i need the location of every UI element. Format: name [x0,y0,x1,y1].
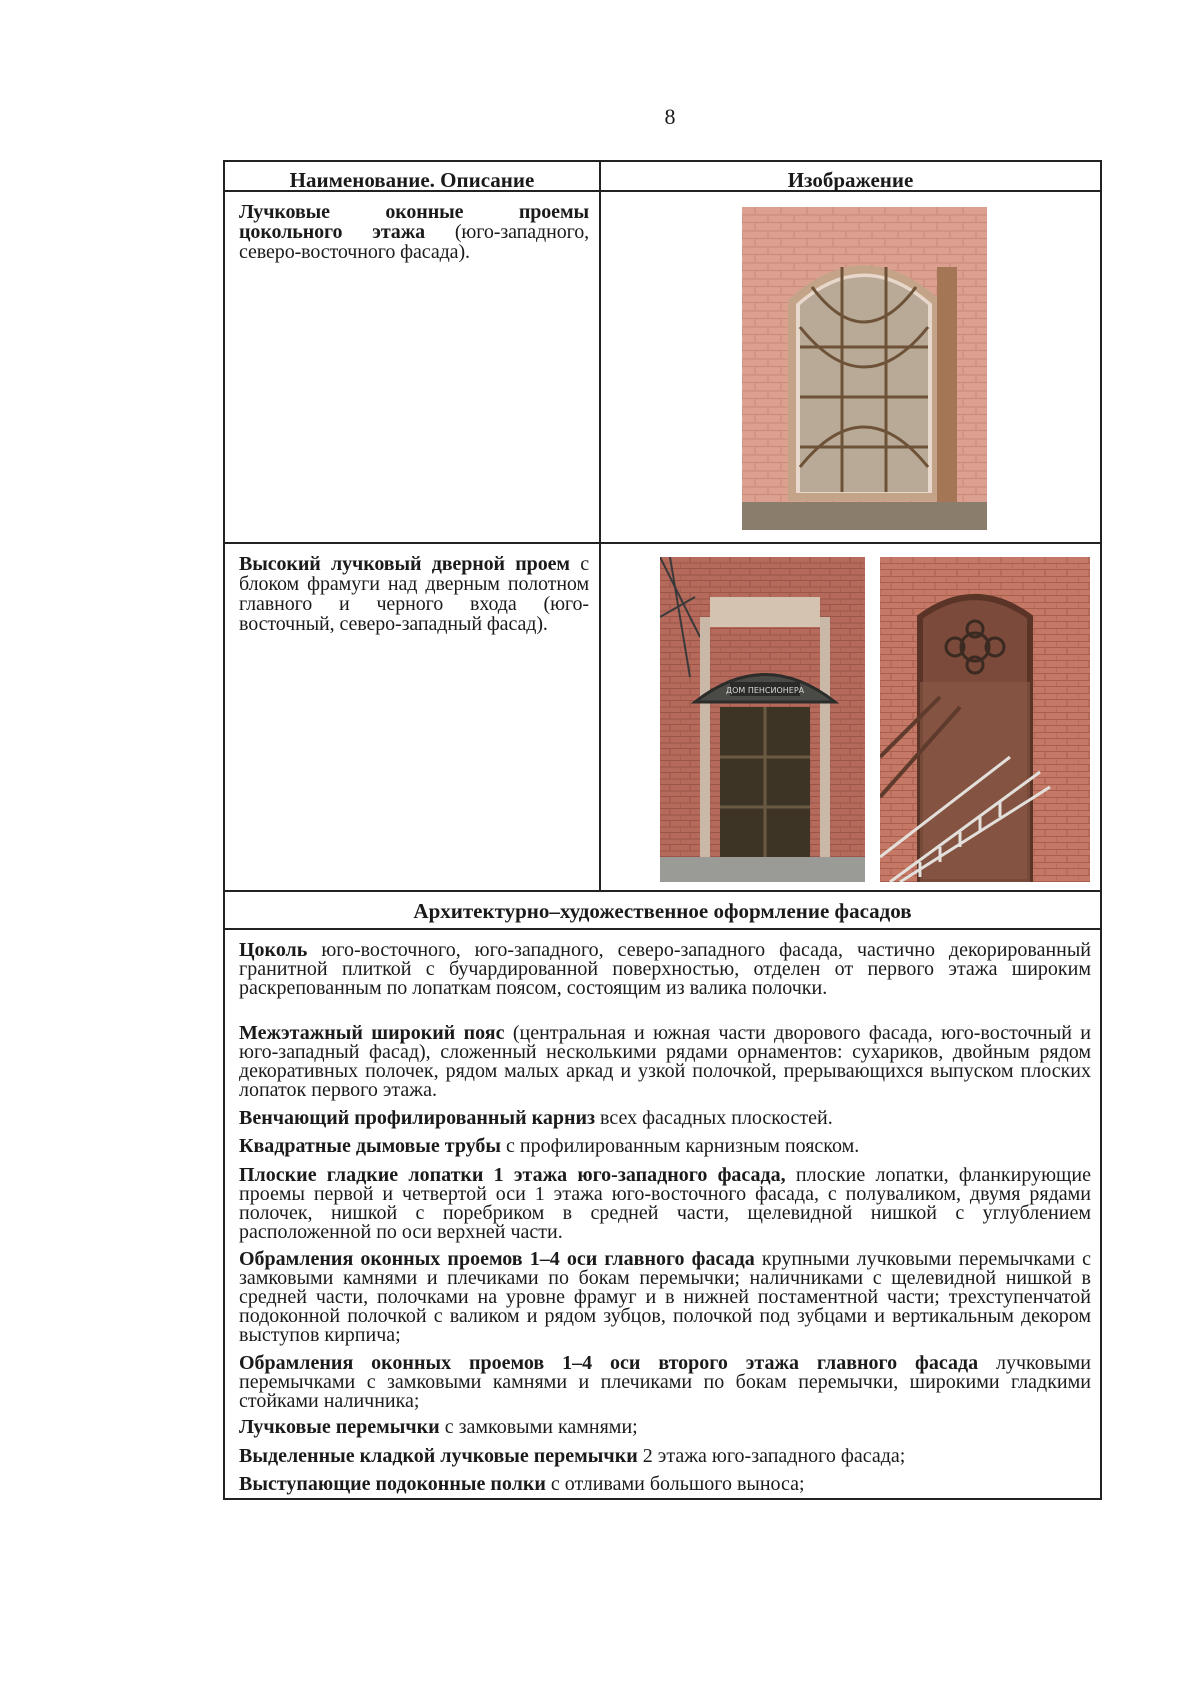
section-title: Архитектурно–художественное оформление фасадов [413,899,912,923]
row-divider [225,542,1100,544]
paragraph-term: Обрамления оконных проемов 1–4 оси главного фасада [239,1248,755,1270]
paragraph-text: всех фасадных плоскостей. [595,1107,833,1129]
paragraph-text: 2 этажа юго-западного фасада; [637,1445,906,1467]
photo-back-entrance [880,557,1090,882]
paragraph-text: плоские лопатки, фланкирующие проемы первой и четвертой оси 1 этажа юго-восточного фасада, с полуваликом, двумя рядами полочек, нишкой с поребриком в средней части, щелевидной нишкой с углублением расположенной по оси верхней части. [239,1164,1091,1243]
paragraph [239,1166,1091,1242]
row-text: (юго-западного, северо-восточного фасада). [239,221,589,263]
row-title: Высокий лучковый дверной проем [239,553,570,575]
section-divider [225,928,1100,930]
column-divider [599,162,601,890]
paragraph-text: с отливами большого выноса; [545,1473,805,1495]
row-divider [225,890,1100,892]
paragraph-term: Выделенные кладкой лучковые перемычки [239,1445,638,1467]
paragraph [239,1137,1091,1156]
paragraph-text: лучковыми перемычками с замковыми камнями и плечиками по бокам перемычки, широкими гладкими стойками наличника; [239,1352,1091,1412]
paragraph-term: Венчающий профилированный карниз [239,1107,596,1129]
page-number: 8 [664,104,676,129]
paragraph-text: с замковыми камнями; [439,1416,638,1438]
entrance-sign: ДОМ ПЕНСИОНЕРА [725,686,805,695]
photo-window-grille [742,207,987,530]
paragraph [239,941,1091,998]
paragraph [239,1475,1091,1494]
photo-main-entrance [660,557,865,882]
row-title: Лучковые оконные проемы цокольного этажа [239,201,589,243]
paragraph-text: с профилированным карнизным пояском. [501,1135,860,1157]
paragraph-term: Цоколь [239,939,308,961]
paragraph [239,1447,1091,1466]
header-name: Наименование. Описание [289,168,535,192]
paragraph-text: (центральная и южная части дворового фасада, юго-восточный и юго-западный фасад), сложенный несколькими рядами орнаментов: сухариков, двойным рядом декоративных полочек, рядом малых аркад и узкой полочкой, прерывающихся выпуском плоских лопаток первого этажа. [239,1022,1092,1101]
paragraph-term: Плоские гладкие лопатки 1 этажа юго-западного фасада, [239,1164,786,1186]
paragraph [239,1250,1091,1345]
row-description [239,554,589,634]
paragraph [239,1354,1091,1411]
row-description [239,202,589,262]
paragraph [239,1024,1091,1100]
paragraph-term: Лучковые перемычки [239,1416,440,1438]
paragraph [239,1109,1091,1128]
header-image: Изображение [787,168,914,192]
paragraph-term: Выступающие подоконные полки [239,1473,546,1495]
paragraph-term: Обрамления оконных проемов 1–4 оси второго этажа главного фасада [239,1352,979,1374]
paragraph-text: крупными лучковыми перемычками с замковыми камнями и плечиками по бокам перемычки; наличниками с щелевидной нишкой в средней части, полочками на уровне фрамуг и в нижней постаментной части; трехступенчатой подоконной полочкой с валиком и рядом зубцов, полочкой под зубцами и вертикальным декором выступов кирпича; [239,1248,1091,1346]
paragraph-term: Квадратные дымовые трубы [239,1135,502,1157]
paragraph-text: юго-восточного, юго-западного, северо-западного фасада, частично декорированный гранитной плиткой с бучардированной поверхностью, отделен от первого этажа широким раскрепованным по лопаткам поясом, состоящим из валика полочки. [239,939,1091,999]
paragraph [239,1418,1091,1437]
row-text: с блоком фрамуги над дверным полотном главного и черного входа (юго-восточный, северо-западный фасад). [239,553,589,635]
document-table [223,160,1102,1500]
paragraph-term: Межэтажный широкий пояс [239,1022,505,1044]
